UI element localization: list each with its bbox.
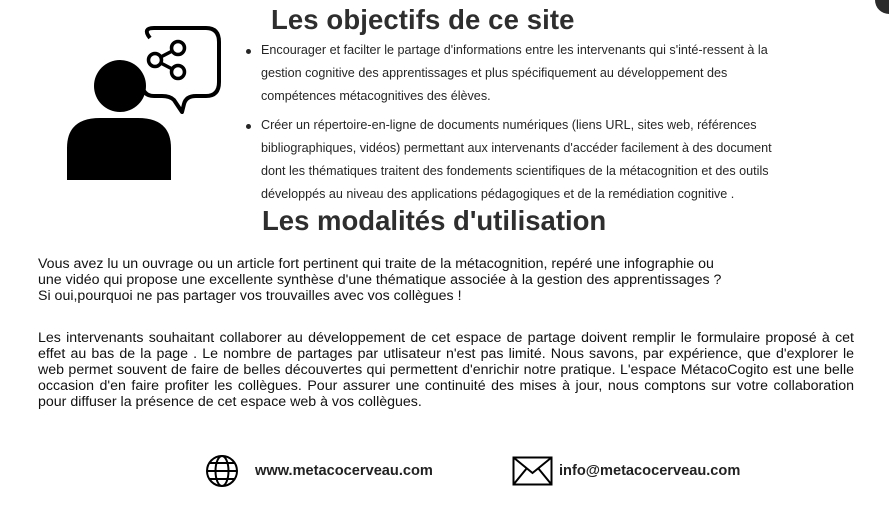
email-link[interactable]: info@metacocerveau.com	[559, 463, 741, 479]
intro-line: Vous avez lu un ouvrage ou un article fort pertinent qui traite de la métacognition, repéré une infographie ou	[38, 256, 714, 272]
objective-line: gestion cognitive des apprentissages et plus spécifiquement au développement des	[261, 66, 728, 80]
objective-line: développés au niveau des applications pédagogiques et de la remédiation cognitive .	[261, 187, 735, 201]
modalities-title: Les modalités d'utilisation	[262, 205, 607, 236]
intro-line: une vidéo qui propose une excellente synthèse d'une thématique associée à la gestion des apprentissages ?	[38, 272, 722, 289]
envelope-icon	[512, 456, 553, 486]
intro-paragraph	[38, 256, 854, 304]
website-contact[interactable]	[205, 456, 433, 486]
objective-line: dont les thématiques traitent des fondements scientifiques de la métacognition et des outils	[261, 164, 769, 178]
objectives-title: Les objectifs de ce site	[271, 4, 575, 35]
globe-icon	[205, 454, 239, 488]
objective-item-share	[244, 39, 866, 108]
objective-item-repository	[244, 114, 866, 206]
objective-line: bibliographiques, vidéos) permettant aux intervenants d'accéder facilement à des document	[261, 141, 772, 155]
objective-line: Créer un répertoire-en-ligne de documents numériques (liens URL, sites web, références	[261, 118, 757, 132]
corner-decoration	[875, 0, 889, 14]
email-contact[interactable]	[512, 456, 740, 486]
objectives-list	[244, 39, 866, 206]
website-link[interactable]: www.metacocerveau.com	[255, 463, 433, 479]
person-share-speech-bubble-icon	[62, 26, 224, 182]
intro-line: Si oui,pourquoi ne pas partager vos trouvailles avec vos collègues !	[38, 288, 462, 305]
objective-line: Encourager et facilter le partage d'informations entre les intervenants qui s'inté-ressent à la	[261, 43, 768, 57]
collaboration-paragraph: Les intervenants souhaitant collaborer au développement de cet espace de partage doivent remplir le formulaire proposé à cet effet au bas de la page . Le nombre de partages par utlisateur n'est pas limité. Nous savons, par expérience, que d'explorer le web permet souvent de faire de belles découvertes qui permettent d'enrichir notre pratique. L'espace MétacoCogito est une belle occasion d'en faire profiter les collègues. Pour assurer une continuité des mises à jour, nous comptons sur votre collaboration pour diffuser la présence de cet espace web à vos collègues.	[38, 330, 854, 411]
objective-line: compétences métacognitives des élèves.	[261, 89, 491, 103]
